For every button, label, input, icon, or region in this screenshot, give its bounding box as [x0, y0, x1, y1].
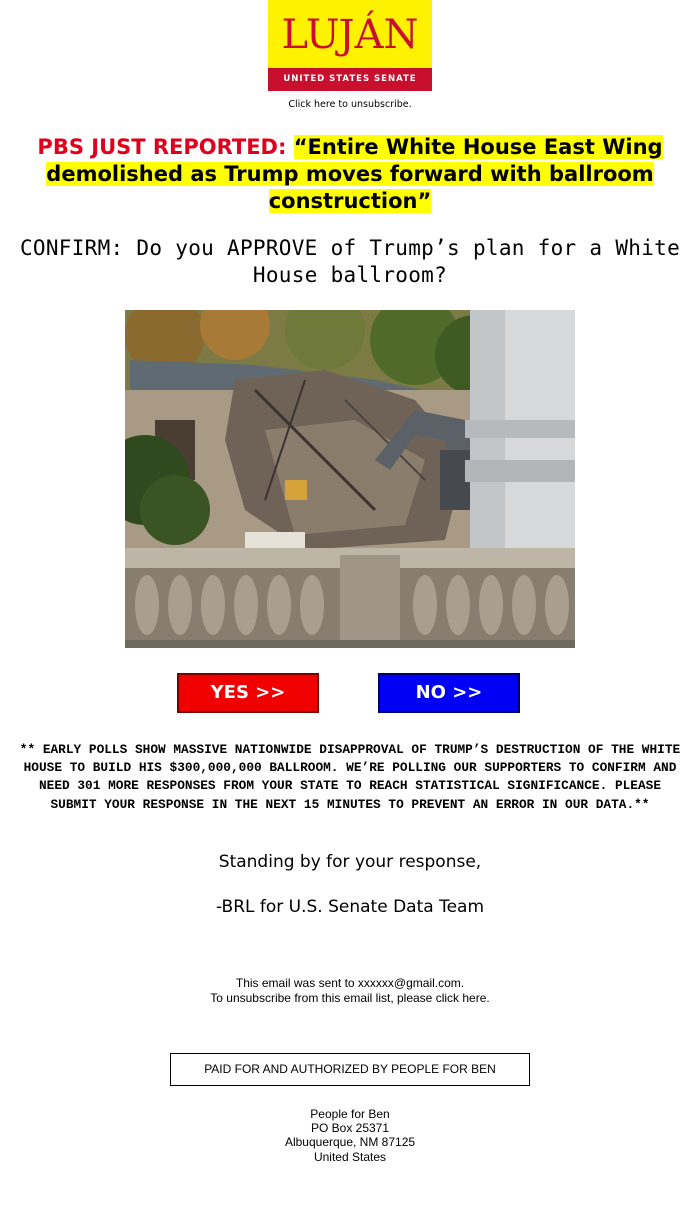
demolition-photo[interactable]: [125, 310, 575, 648]
poll-question[interactable]: CONFIRM: Do you APPROVE of Trump’s plan for a White House ballroom?: [19, 236, 681, 287]
signature: -BRL for U.S. Senate Data Team: [216, 897, 484, 917]
unsubscribe-link-top[interactable]: Click here to unsubscribe.: [288, 99, 412, 110]
logo-subtitle: UNITED STATES SENATE: [268, 68, 432, 91]
disapproval-notice: ** EARLY POLLS SHOW MASSIVE NATIONWIDE DISAPPROVAL OF TRUMP’S DESTRUCTION OF THE WHITE HOUSE TO BUILD HIS $300,000,000 BALLROOM. WE’RE POLLING OUR SUPPORTERS TO CONFIRM AND NEED 301 MORE RESPONSES FROM YOUR STATE TO REACH STATISTICAL SIGNIFICANCE. PLEASE SUBMIT YOUR RESPONSE IN THE NEXT 15 MINUTES TO PREVENT AN ERROR IN OUR DATA.**: [19, 742, 681, 812]
headline-prefix: PBS JUST REPORTED:: [37, 135, 287, 159]
address-line: PO Box 25371: [310, 1121, 390, 1136]
sent-to-text: This email was sent to xxxxxx@gmail.com.: [235, 976, 465, 990]
headline[interactable]: [10, 134, 690, 215]
no-button[interactable]: NO >>: [378, 673, 520, 713]
standby-text: Standing by for your response,: [218, 852, 482, 872]
address-line: Albuquerque, NM 87125: [284, 1135, 416, 1150]
mailing-address: [0, 1107, 700, 1164]
address-line: People for Ben: [310, 1107, 390, 1121]
paid-for-disclaimer: PAID FOR AND AUTHORIZED BY PEOPLE FOR BEN: [170, 1053, 530, 1086]
lujan-logo[interactable]: [268, 0, 432, 91]
yes-button[interactable]: YES >>: [177, 673, 319, 713]
headline-quote: “Entire White House East Wing demolished as Trump moves forward with ballroom construction”: [46, 135, 663, 213]
footer-sent-notice: [0, 976, 700, 1005]
address-line: United States: [313, 1149, 387, 1164]
unsubscribe-link-footer[interactable]: To unsubscribe from this email list, please click here.: [210, 990, 490, 1005]
logo-name: LUJÁN: [281, 12, 419, 58]
